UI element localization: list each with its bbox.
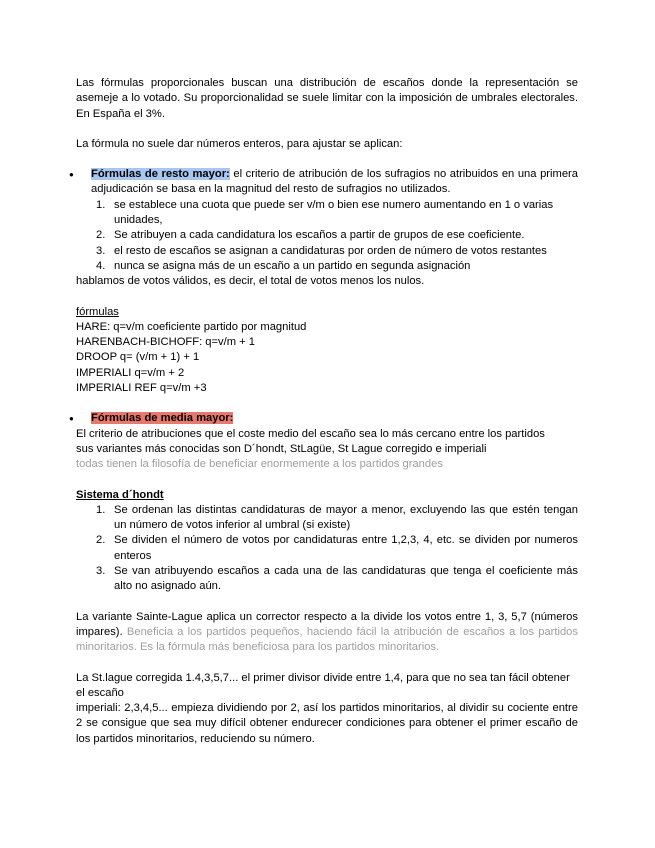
intro-paragraph: Las fórmulas proporcionales buscan una distribución de escaños donde la representación se asemeje a lo votado. Su proporcionalidad se suele limitar con la imposición de umbrales electorales. En España el 3%. (76, 77, 578, 120)
list-item: 3. Se van atribuyendo escaños a cada una de las candidaturas que tenga el coeficiente más alto no asignado aún. (96, 565, 578, 593)
formula-line: IMPERIALI q=v/m + 2 (76, 366, 185, 379)
list-item: 2. Se dividen el número de votos por candidaturas entre 1,2,3, 4, etc. se dividen por numeros enteros (96, 534, 578, 562)
resto-mayor-text: el criterio de atribución de los sufragios no atribuidos en una primera adjudicación se basa en la magnitud del resto de sufragios no utilizados. (91, 168, 578, 196)
resto-mayor-title: Fórmulas de resto mayor: (91, 168, 230, 181)
list-item: 1. se establece una cuota que puede ser v/m o bien ese numero aumentando en 1 o varias unidades, (96, 198, 554, 227)
resto-mayor-steps (76, 198, 578, 274)
media-mayor-line1: El criterio de atribuciones que el coste medio del escaño sea lo más cercano entre los partidos (76, 427, 545, 440)
dhondt-heading: Sistema d´hondt (76, 488, 164, 501)
media-mayor-list (76, 411, 578, 426)
list-item: 1. Se ordenan las distintas candidaturas de mayor a menor, excluyendo las que estén tengan un número de votos inferior al umbral (si existe) (96, 503, 578, 532)
adjust-line: La fórmula no suele dar números enteros, para ajustar se aplican: (76, 137, 403, 150)
list-item: 2. Se atribuyen a cada candidatura los escaños a partir de grupos de ese coeficiente. (96, 229, 525, 242)
list-item: 3. el resto de escaños se asignan a candidaturas por orden de número de votos restantes (96, 244, 547, 257)
imperiali-paragraph: imperiali: 2,3,4,5... empieza dividiendo por 2, así los partidos minoritarios, al dividir su cociente entre 2 se consigue que sea muy difícil obtener endurecer condiciones para obtener el primer escaño de los partidos minoritarios, reduciendo su número. (76, 702, 578, 745)
media-mayor-bullet (76, 411, 578, 426)
resto-mayor-bullet (76, 167, 578, 198)
formulas-heading: fórmulas (76, 305, 119, 318)
document-page (76, 76, 578, 747)
dhondt-steps (76, 503, 578, 595)
formula-line: HARE: q=v/m coeficiente partido por magnitud (76, 320, 307, 333)
resto-mayor-list (76, 167, 578, 198)
sainte-lague-paragraph: La variante Sainte-Lague aplica un corrector respecto a la divide los votos entre 1, 3, 5,7 (números impares). Beneficia a los partidos pequeños, haciendo fácil la atribución de escaños a los partidos minoritarios. Es la fórmula más beneficiosa para los partidos minoritarios. (76, 610, 578, 654)
media-mayor-line3: todas tienen la filosofía de beneficiar enormemente a los partidos grandes (76, 458, 443, 471)
media-mayor-line2: sus variantes más conocidas son D´hondt, StLagüe, St Lague corregido e imperiali (76, 442, 487, 455)
valid-votes-note: hablamos de votos válidos, es decir, el total de votos menos los nulos. (76, 275, 425, 288)
list-item: 4. nunca se asigna más de un escaño a un partido en segunda asignación (96, 259, 471, 272)
formula-line: DROOP q= (v/m + 1) + 1 (76, 351, 200, 364)
media-mayor-title: Fórmulas de media mayor: (91, 412, 234, 425)
formula-line: IMPERIALI REF q=v/m +3 (76, 382, 207, 395)
corregida-line: La St.lague corregida 1.4,3,5,7... el primer divisor divide entre 1,4, para que no sea tan fácil obtener el escaño (76, 671, 570, 699)
formula-line: HARENBACH-BICHOFF: q=v/m + 1 (76, 336, 256, 349)
